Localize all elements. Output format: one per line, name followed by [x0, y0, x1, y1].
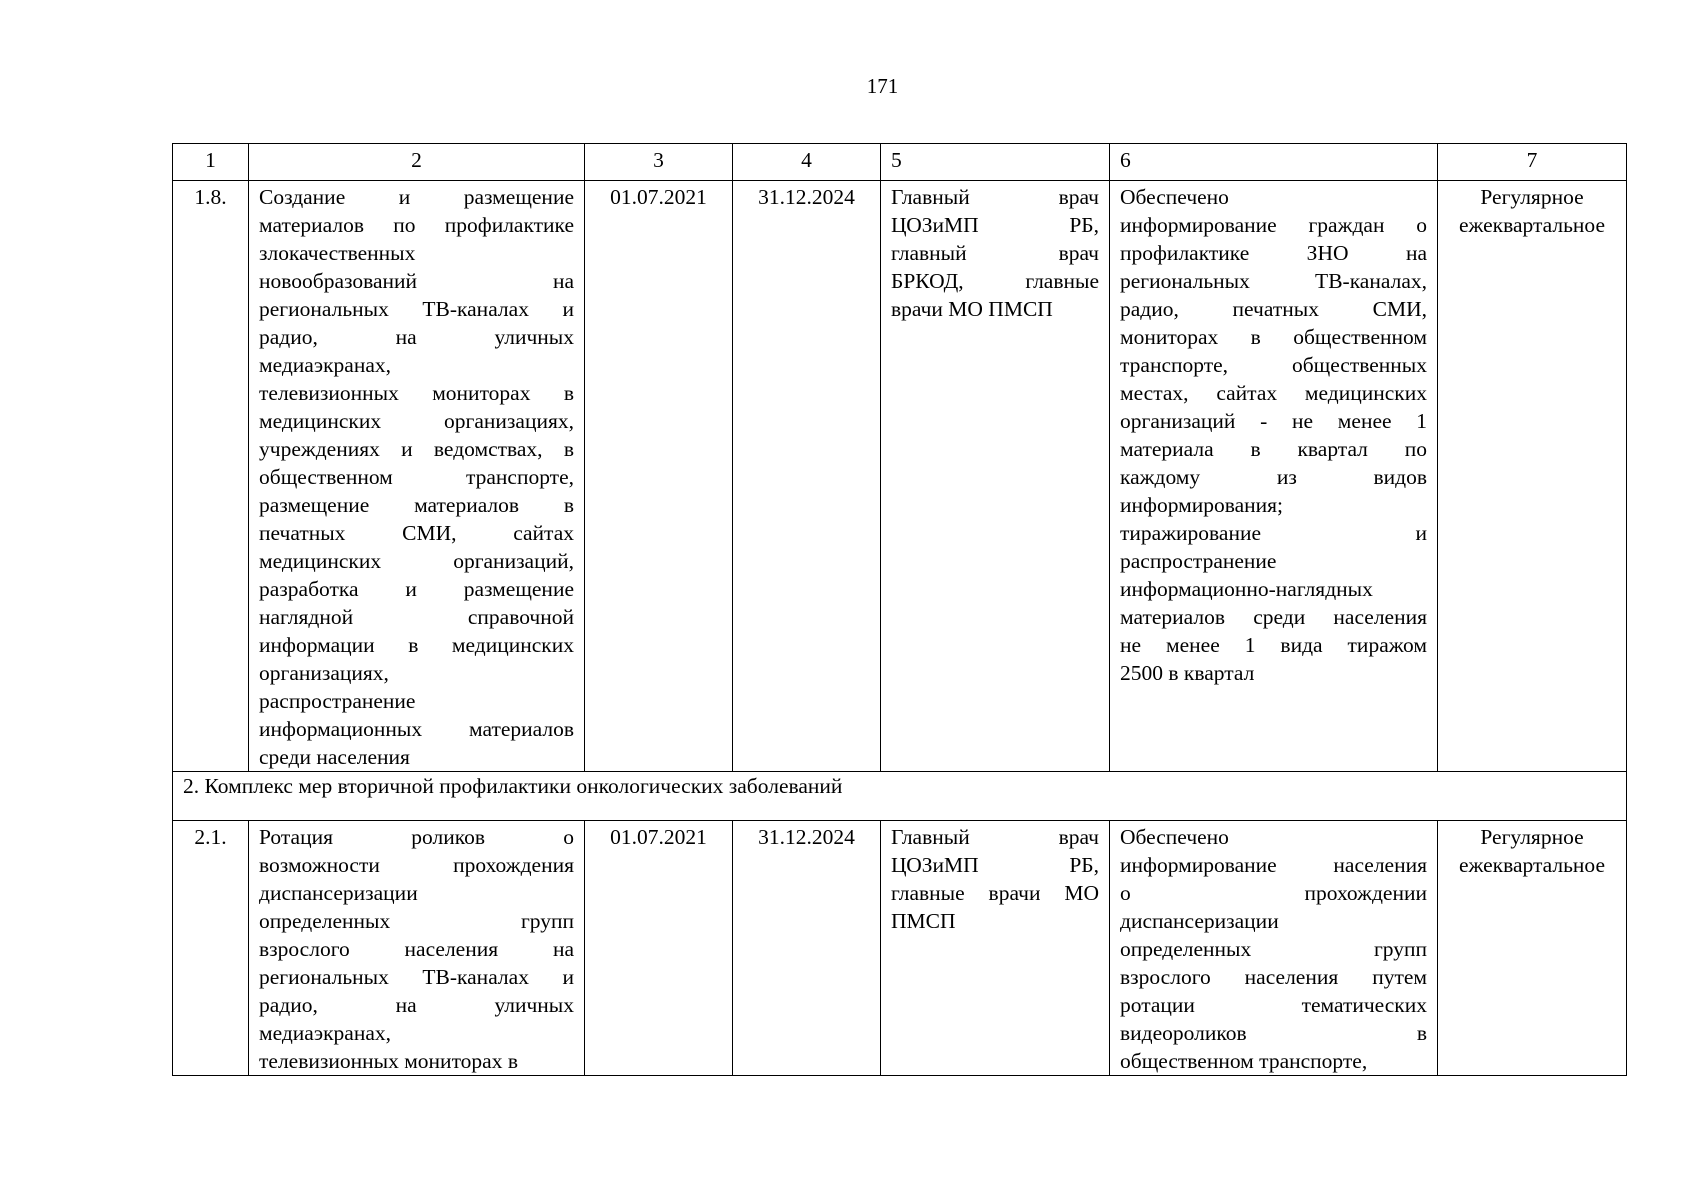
row-number-cell: 1.8.	[173, 181, 249, 772]
cell-line: телевизионных мониторах в	[259, 1049, 518, 1073]
cell-line: радио, на уличных	[259, 993, 574, 1017]
column-number-5: 5	[881, 144, 1110, 181]
table-row	[173, 821, 1627, 1076]
cell-line: материалов по профилактике	[259, 213, 574, 237]
row-number-cell: 2.1.	[173, 821, 249, 1076]
cell-line: распространение	[259, 689, 416, 713]
column-number-1: 1	[173, 144, 249, 181]
cell-line: радио, печатных СМИ,	[1120, 297, 1427, 321]
cell-line: наглядной справочной	[259, 605, 574, 629]
cell-line: печатных СМИ, сайтах	[259, 521, 574, 545]
cell-line: тиражирование и	[1120, 521, 1427, 545]
cell-line: информирования;	[1120, 493, 1284, 517]
cell-line: организаций - не менее 1	[1120, 409, 1427, 433]
cell-line: ЦОЗиМП РБ,	[891, 853, 1099, 877]
start-date-cell: 01.07.2021	[585, 181, 733, 772]
cell-line: материала в квартал по	[1120, 437, 1427, 461]
cell-line: региональных ТВ-каналах и	[259, 297, 574, 321]
section-heading: 2. Комплекс мер вторичной профилактики онкологических заболеваний	[173, 772, 1627, 821]
cell-line: региональных ТВ-каналах и	[259, 965, 574, 989]
cell-line: ПМСП	[891, 909, 956, 933]
column-number-4: 4	[733, 144, 881, 181]
cell-line: транспорте, общественных	[1120, 353, 1427, 377]
cell-line: Ротация роликов о	[259, 825, 574, 849]
cell-line: информационных материалов	[259, 717, 574, 741]
cell-line: местах, сайтах медицинских	[1120, 381, 1427, 405]
cell-line: Главный врач	[891, 825, 1099, 849]
cell-line: Обеспечено	[1120, 825, 1229, 849]
cell-line: размещение материалов в	[259, 493, 574, 517]
cell-line: видеороликов в	[1120, 1021, 1427, 1045]
cell-line: Обеспечено	[1120, 185, 1229, 209]
cell-line: информирование граждан о	[1120, 213, 1427, 237]
cell-line: взрослого населения путем	[1120, 965, 1427, 989]
page-number: 171	[866, 74, 899, 98]
column-number-row	[173, 144, 1627, 181]
cell-line: не менее 1 вида тиражом	[1120, 633, 1427, 657]
cell-line: организациях,	[259, 661, 389, 685]
cell-line: Главный врач	[891, 185, 1099, 209]
cell-line: главный врач	[891, 241, 1099, 265]
start-date-cell: 01.07.2021	[585, 821, 733, 1076]
column-number-6: 6	[1110, 144, 1438, 181]
column-number-2: 2	[249, 144, 585, 181]
cell-line: мониторах в общественном	[1120, 325, 1427, 349]
cell-line: диспансеризации	[259, 881, 418, 905]
cell-line: учреждениях и ведомствах, в	[259, 437, 574, 461]
cell-line: врачи МО ПМСП	[891, 297, 1053, 321]
cell-line: возможности прохождения	[259, 853, 574, 877]
periodicity-cell: Регулярное ежеквартальное	[1438, 181, 1627, 772]
cell-line: распространение	[1120, 549, 1277, 573]
periodicity-cell: Регулярное ежеквартальное	[1438, 821, 1627, 1076]
cell-line: медиаэкранах,	[259, 353, 391, 377]
column-number-7: 7	[1438, 144, 1627, 181]
cell-line: определенных групп	[1120, 937, 1427, 961]
cell-line: общественном транспорте,	[259, 465, 574, 489]
end-date-cell: 31.12.2024	[733, 821, 881, 1076]
cell-line: каждому из видов	[1120, 465, 1427, 489]
cell-line: разработка и размещение	[259, 577, 574, 601]
cell-line: профилактике ЗНО на	[1120, 241, 1427, 265]
cell-line: Создание и размещение	[259, 185, 574, 209]
cell-line: главные врачи МО	[891, 881, 1099, 905]
measures-table	[172, 143, 1627, 1076]
cell-line: определенных групп	[259, 909, 574, 933]
cell-line: ЦОЗиМП РБ,	[891, 213, 1099, 237]
responsible-cell	[881, 181, 1110, 772]
cell-line: информирование населения	[1120, 853, 1427, 877]
cell-line: взрослого населения на	[259, 937, 574, 961]
end-date-cell: 31.12.2024	[733, 181, 881, 772]
cell-line: среди населения	[259, 745, 410, 769]
column-number-3: 3	[585, 144, 733, 181]
cell-line: региональных ТВ-каналах,	[1120, 269, 1427, 293]
cell-line: информации в медицинских	[259, 633, 574, 657]
cell-line: злокачественных	[259, 241, 416, 265]
cell-line: о прохождении	[1120, 881, 1427, 905]
cell-line: материалов среди населения	[1120, 605, 1427, 629]
table-row	[173, 181, 1627, 772]
cell-line: 2500 в квартал	[1120, 661, 1255, 685]
result-cell	[1110, 181, 1438, 772]
cell-line: информационно-наглядных	[1120, 577, 1373, 601]
responsible-cell	[881, 821, 1110, 1076]
measure-cell	[249, 181, 585, 772]
section-heading-row	[173, 772, 1627, 821]
result-cell	[1110, 821, 1438, 1076]
cell-line: телевизионных мониторах в	[259, 381, 574, 405]
cell-line: БРКОД, главные	[891, 269, 1099, 293]
cell-line: общественном транспорте,	[1120, 1049, 1368, 1073]
cell-line: медиаэкранах,	[259, 1021, 391, 1045]
cell-line: медицинских организаций,	[259, 549, 574, 573]
cell-line: радио, на уличных	[259, 325, 574, 349]
cell-line: диспансеризации	[1120, 909, 1279, 933]
measure-cell	[249, 821, 585, 1076]
cell-line: медицинских организациях,	[259, 409, 574, 433]
cell-line: ротации тематических	[1120, 993, 1427, 1017]
cell-line: новообразований на	[259, 269, 574, 293]
